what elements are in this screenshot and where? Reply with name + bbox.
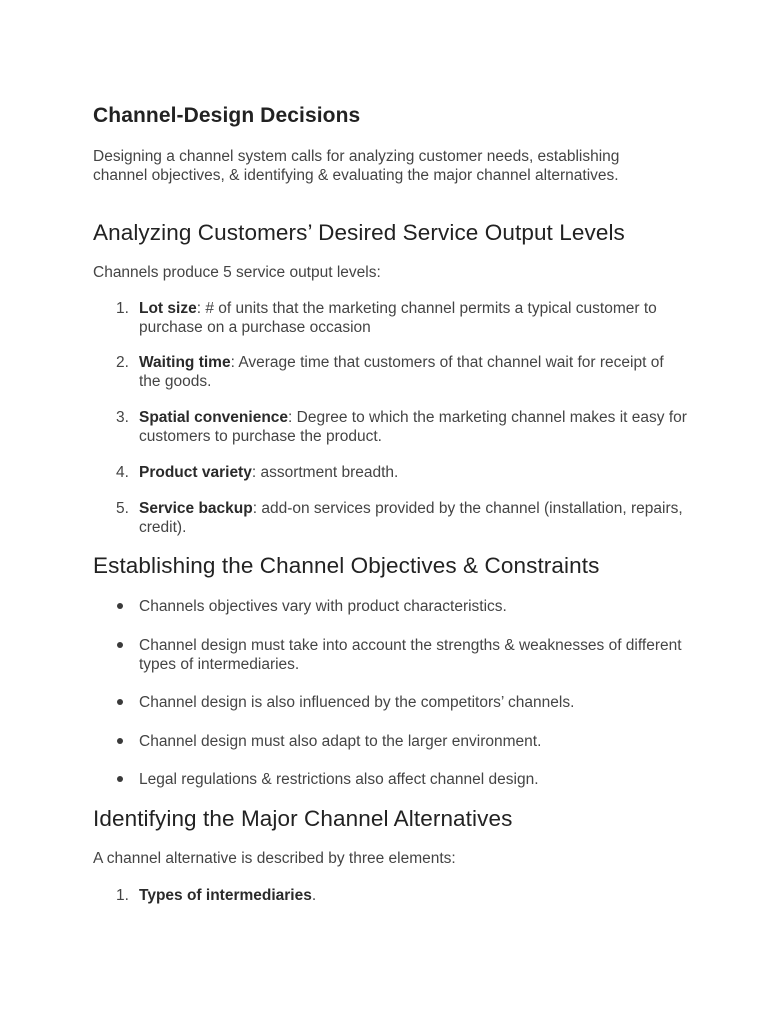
list-item-lot-size [139,299,689,337]
list-item-text: : Degree to which the marketing channel makes it easy for customers to purchase the product. [139,409,687,445]
list-number: 5. [116,500,129,517]
bullet-item: Channels objectives vary with product characteristics. [139,598,507,615]
list-item-service-backup [139,499,689,537]
section-lead-service-output: Channels produce 5 service output levels: [93,264,381,281]
list-item-text: : add-on services provided by the channel (installation, repairs, credit). [139,500,683,536]
list-number: 2. [116,354,129,371]
list-number: 4. [116,464,129,481]
list-item-waiting-time [139,353,689,391]
list-item-term: Spatial convenience [139,409,289,426]
list-item-text: : Average time that customers of that channel wait for receipt of the goods. [139,354,664,390]
section-heading-objectives: Establishing the Channel Objectives & Constraints [93,553,600,578]
bullet-dot [117,738,123,744]
list-item-term: Lot size [139,300,197,317]
bullet-item: Channel design must also adapt to the larger environment. [139,733,542,750]
list-item-text: : # of units that the marketing channel permits a typical customer to purchase on a purchase occasion [139,300,657,336]
intro-paragraph: Designing a channel system calls for analyzing customer needs, establishing channel objectives, & identifying & evaluating the major channel alternatives. [93,148,620,184]
bullet-item: Legal regulations & restrictions also affect channel design. [139,771,539,788]
list-item-types-of-intermediaries [139,886,689,905]
bullet-dot [117,642,123,648]
list-item-product-variety [139,463,689,482]
list-number: 1. [116,300,129,317]
bullet-dot [117,699,123,705]
section-lead-alternatives: A channel alternative is described by three elements: [93,850,456,867]
list-item-text: : assortment breadth. [251,464,399,481]
list-item-text: . [311,887,317,904]
document-title: Channel-Design Decisions [93,104,361,127]
bullet-item: Channel design is also influenced by the competitors’ channels. [139,694,575,711]
list-item-term: Waiting time [139,354,231,371]
list-number: 3. [116,409,129,426]
list-number: 1. [116,887,129,904]
list-item-spatial-convenience [139,408,689,446]
list-item-term: Types of intermediaries [139,887,312,904]
bullet-dot [117,776,123,782]
list-item-term: Product variety [139,464,252,481]
bullet-item: Channel design must take into account the strengths & weaknesses of different types of intermediaries. [139,637,682,673]
bullet-dot [117,603,123,609]
section-heading-alternatives: Identifying the Major Channel Alternatives [93,806,513,831]
list-item-term: Service backup [139,500,253,517]
section-heading-service-output: Analyzing Customers’ Desired Service Output Levels [93,220,625,245]
